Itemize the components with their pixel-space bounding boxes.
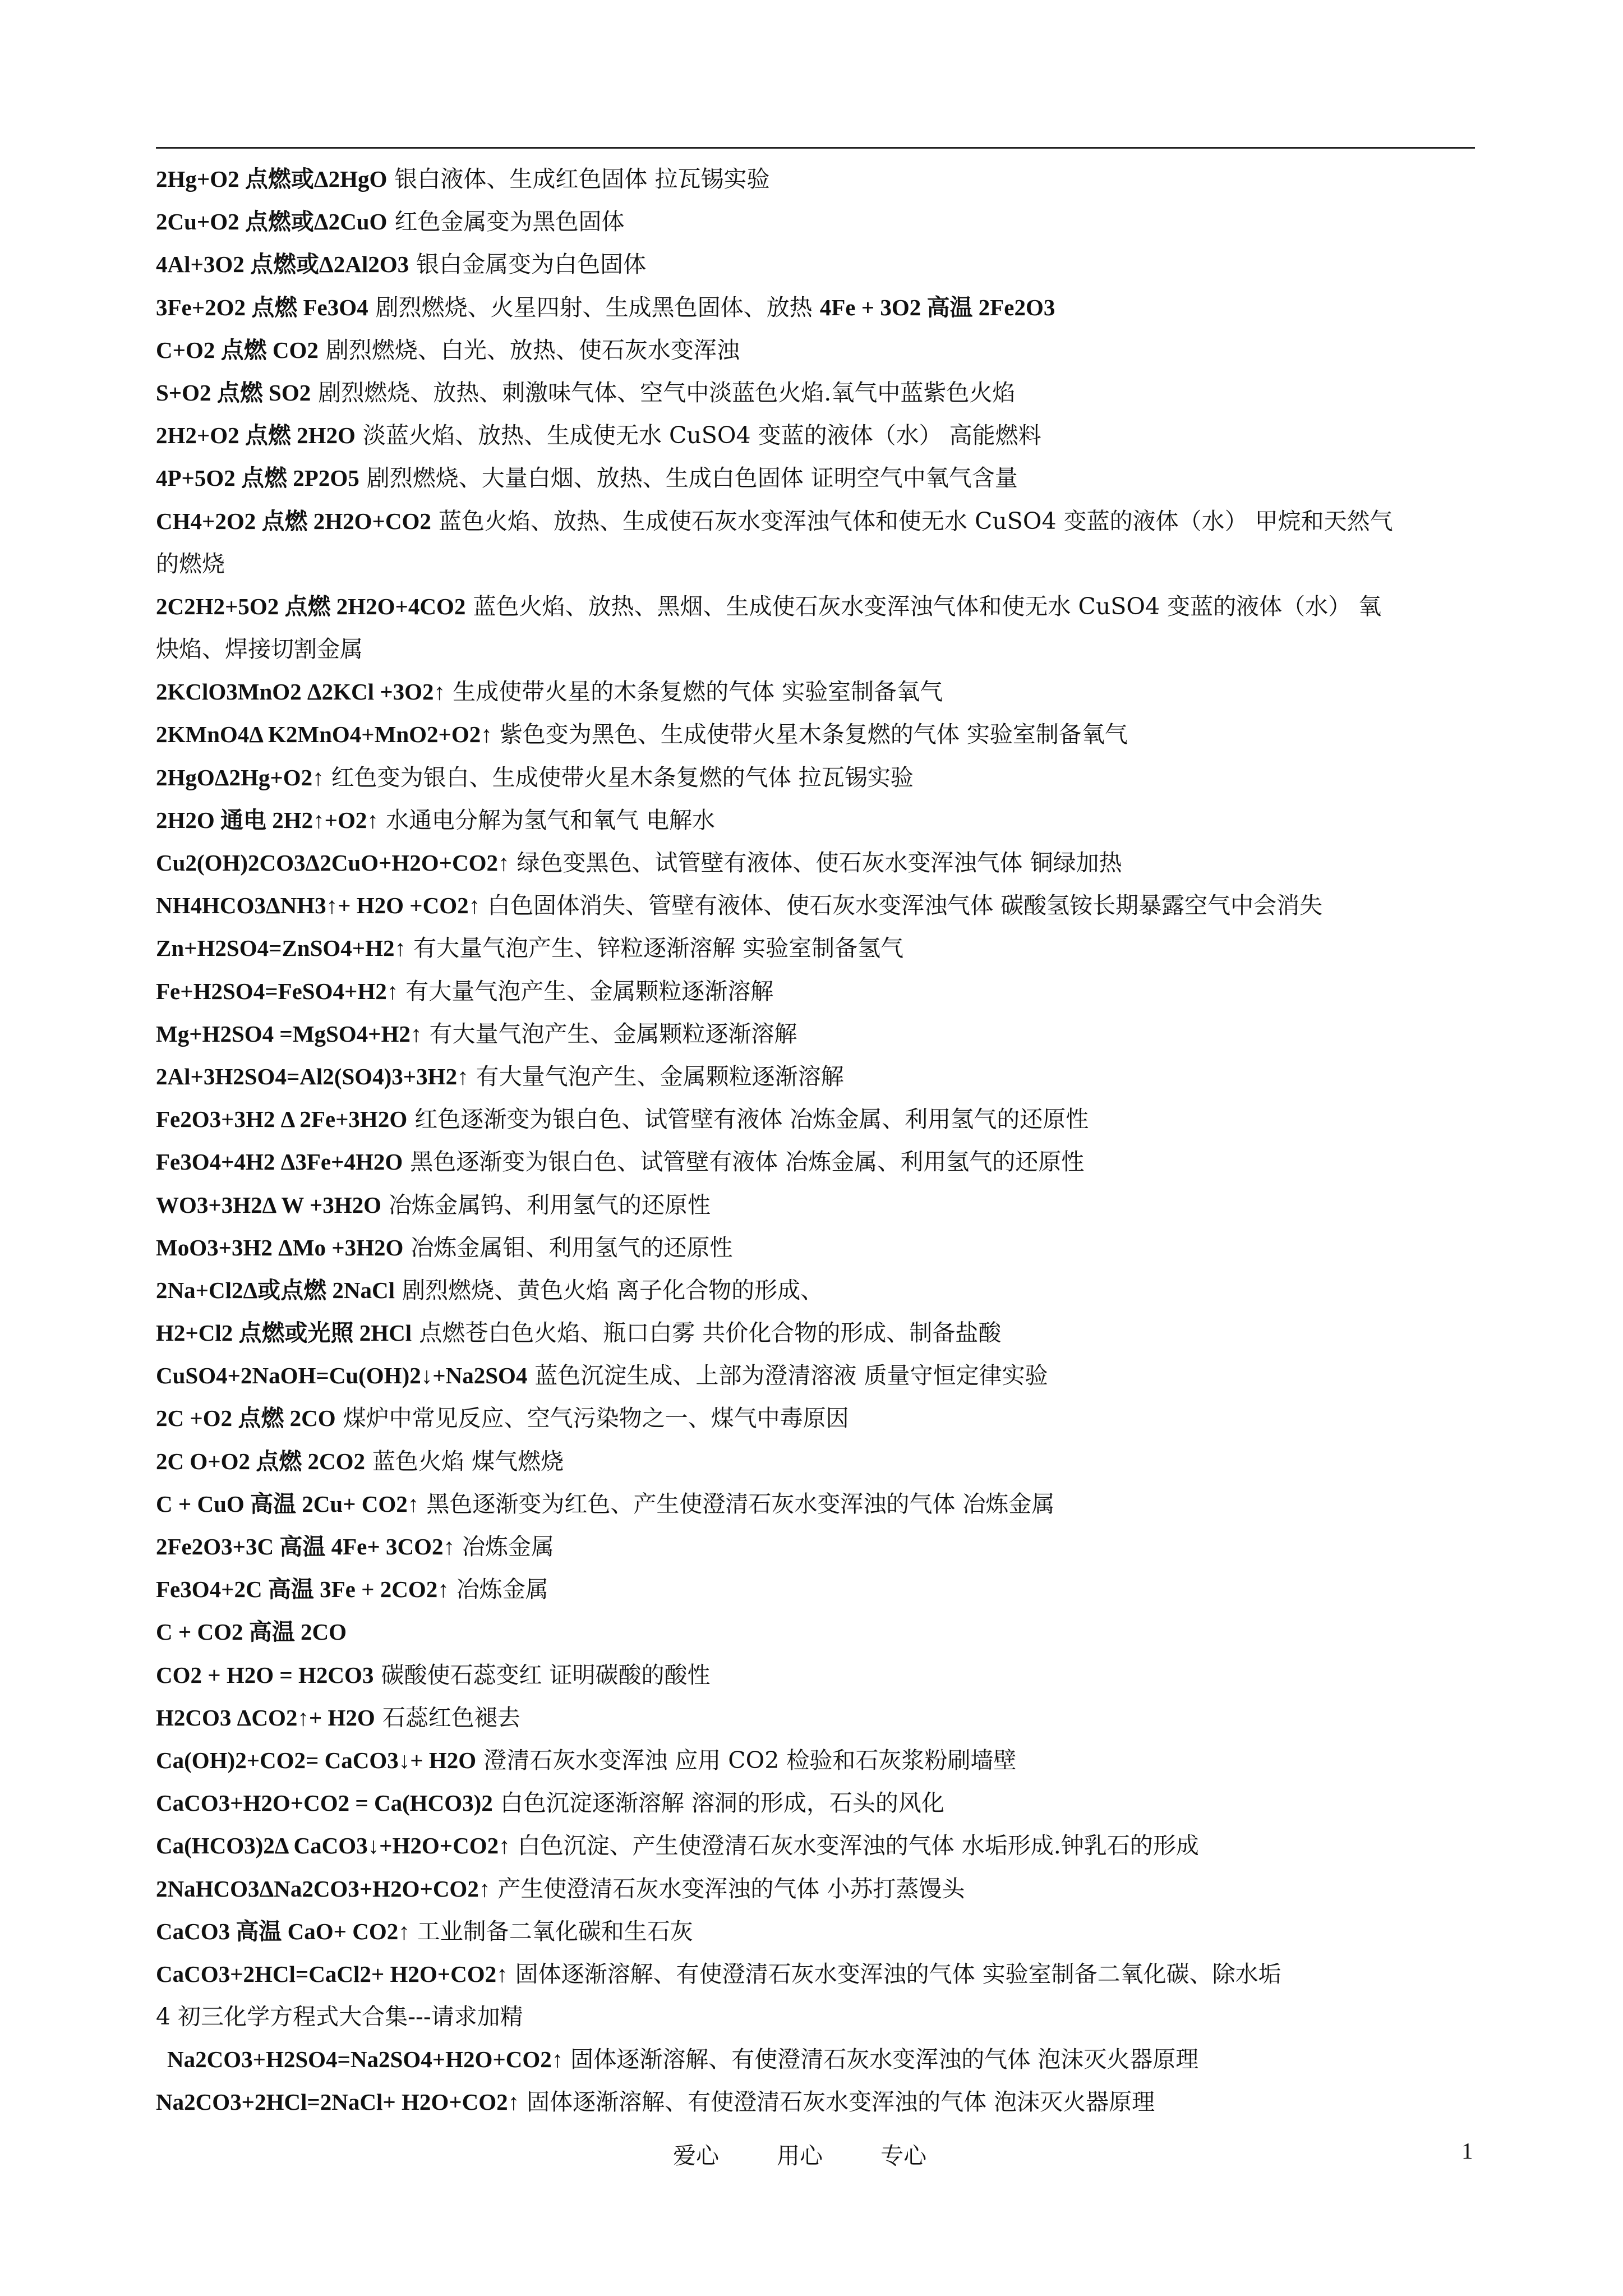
chemical-equation: 4P+5O2 点燃 2P2O5 (156, 465, 359, 491)
equation-line (156, 1654, 1475, 1696)
reaction-description: 冶炼金属钨、利用氢气的还原性 (381, 1191, 711, 1218)
reaction-description: 水通电分解为氢气和氧气 电解水 (378, 806, 716, 834)
reaction-description: 4 初三化学方程式大合集---请求加精 (156, 2003, 523, 2031)
chemical-equation: S+O2 点燃 SO2 (156, 379, 311, 406)
reaction-description: 冶炼金属 (454, 1533, 555, 1560)
reaction-description: 剧烈燃烧、放热、刺激味气体、空气中淡蓝色火焰.氧气中蓝紫色火焰 (311, 379, 1016, 406)
chemical-equation: MoO3+3H2 ΔMo +3H2O (156, 1234, 404, 1260)
reaction-description: 工业制备二氧化碳和生石灰 (409, 1917, 693, 1945)
equation-line (156, 1910, 1475, 1953)
chemical-equation-secondary: 4Fe + 3O2 高温 2Fe2O3 (819, 294, 1055, 320)
equation-line (156, 585, 1475, 628)
equation-line (156, 1098, 1475, 1140)
equation-line (156, 414, 1475, 457)
reaction-description: 蓝色沉淀生成、上部为澄清溶液 质量守恒定律实验 (527, 1362, 1048, 1389)
equation-line (156, 371, 1475, 414)
chemical-equation: 2KMnO4Δ K2MnO4+MnO2+O2↑ (156, 721, 492, 748)
equation-line (156, 713, 1475, 756)
chemical-equation: Fe3O4+2C 高温 3Fe + 2CO2↑ (156, 1576, 449, 1603)
reaction-description: 生成使带火星的木条复燃的气体 实验室制备氧气 (445, 678, 943, 706)
chemical-equation: C+O2 点燃 CO2 (156, 337, 319, 363)
equation-line (156, 286, 1475, 329)
chemical-equation: 2HgOΔ2Hg+O2↑ (156, 764, 324, 790)
equation-line (156, 756, 1475, 799)
equation-line (156, 970, 1475, 1013)
reaction-description: 红色变为银白、生成使带火星木条复燃的气体 拉瓦锡实验 (324, 763, 914, 791)
equation-line (156, 1867, 1475, 1910)
reaction-description: 淡蓝火焰、放热、生成使无水 CuSO4 变蓝的液体（水） 高能燃料 (355, 422, 1041, 449)
reaction-description: 有大量气泡产生、金属颗粒逐渐溶解 (398, 977, 774, 1005)
reaction-description: 碳酸使石蕊变红 证明碳酸的酸性 (374, 1661, 711, 1688)
reaction-description: 黑色逐渐变为银白色、试管壁有液体 冶炼金属、利用氢气的还原性 (403, 1148, 1085, 1176)
chemical-equation: Ca(OH)2+CO2= CaCO3↓+ H2O (156, 1747, 477, 1773)
reaction-description: 白色沉淀逐渐溶解 溶洞的形成，石头的风化 (492, 1789, 944, 1817)
chemical-equation: H2+Cl2 点燃或光照 2HCl (156, 1320, 412, 1346)
equation-line (156, 1013, 1475, 1055)
chemical-equation: Fe2O3+3H2 Δ 2Fe+3H2O (156, 1106, 408, 1133)
equation-line (156, 1568, 1475, 1611)
equation-line (156, 799, 1475, 841)
reaction-description: 炔焰、焊接切割金属 (156, 636, 363, 663)
chemical-equation: WO3+3H2Δ W +3H2O (156, 1191, 381, 1218)
reaction-description: 红色金属变为黑色固体 (387, 208, 625, 236)
equation-line (156, 1440, 1475, 1483)
reaction-description: 银白液体、生成红色固体 拉瓦锡实验 (387, 165, 770, 192)
chemical-equation: Cu2(OH)2CO3Δ2CuO+H2O+CO2↑ (156, 850, 510, 876)
equation-line (156, 2081, 1475, 2123)
chemical-equation: NH4HCO3ΔNH3↑+ H2O +CO2↑ (156, 892, 481, 919)
equation-list (156, 158, 1475, 2124)
chemical-equation: Ca(HCO3)2Δ CaCO3↓+H2O+CO2↑ (156, 1833, 510, 1859)
equation-line (156, 1525, 1475, 1568)
chemical-equation: 2Cu+O2 点燃或Δ2CuO (156, 209, 388, 235)
chemical-equation: 4Al+3O2 点燃或Δ2Al2O3 (156, 251, 409, 278)
equation-line (156, 1953, 1475, 1995)
equation-line (156, 200, 1475, 243)
reaction-description: 剧烈燃烧、大量白烟、放热、生成白色固体 证明空气中氧气含量 (359, 464, 1018, 492)
reaction-description: 剧烈燃烧、白光、放热、使石灰水变浑浊 (318, 336, 740, 364)
equation-line (156, 1269, 1475, 1312)
equation-line (156, 1739, 1475, 1782)
chemical-equation: CO2 + H2O = H2CO3 (156, 1662, 374, 1688)
chemical-equation: Na2CO3+H2SO4=Na2SO4+H2O+CO2↑ (167, 2046, 564, 2073)
chemical-equation: 2Hg+O2 点燃或Δ2HgO (156, 166, 388, 192)
reaction-description: 蓝色火焰、放热、生成使石灰水变浑浊气体和使无水 CuSO4 变蓝的液体（水） 甲烷和天然气 (431, 507, 1393, 535)
equation-line (156, 2038, 1475, 2081)
equation-line (156, 628, 1475, 670)
equation-line (156, 1184, 1475, 1226)
equation-line (156, 1824, 1475, 1867)
equation-line (156, 1055, 1475, 1098)
footer-item-zhuanxin: 专心 (880, 2142, 927, 2169)
equation-line (156, 329, 1475, 371)
equation-line (156, 1696, 1475, 1739)
equation-line (156, 927, 1475, 969)
reaction-description: 剧烈燃烧、火星四射、生成黑色固体、放热 (368, 293, 820, 321)
chemical-equation: 2H2+O2 点燃 2H2O (156, 422, 356, 449)
chemical-equation: CaCO3+2HCl=CaCl2+ H2O+CO2↑ (156, 1961, 508, 1987)
reaction-description: 点燃苍白色火焰、瓶口白雾 共价化合物的形成、制备盐酸 (412, 1319, 1002, 1347)
reaction-description: 固体逐渐溶解、有使澄清石灰水变浑浊的气体 泡沫灭火器原理 (519, 2088, 1155, 2116)
equation-line (156, 542, 1475, 585)
reaction-description: 黑色逐渐变为红色、产生使澄清石灰水变浑浊的气体 冶炼金属 (419, 1490, 1055, 1517)
reaction-description: 澄清石灰水变浑浊 应用 CO2 检验和石灰浆粉刷墙壁 (476, 1746, 1017, 1774)
chemical-equation: Fe+H2SO4=FeSO4+H2↑ (156, 978, 399, 1004)
equation-line (156, 884, 1475, 927)
equation-line (156, 457, 1475, 499)
equation-line (156, 158, 1475, 200)
reaction-description: 煤炉中常见反应、空气污染物之一、煤气中毒原因 (335, 1405, 849, 1432)
reaction-description: 银白金属变为白色固体 (409, 251, 647, 278)
chemical-equation: 2C2H2+5O2 点燃 2H2O+4CO2 (156, 593, 466, 619)
chemical-equation: C + CO2 高温 2CO (156, 1619, 347, 1645)
reaction-description: 有大量气泡产生、金属颗粒逐渐溶解 (468, 1062, 844, 1090)
reaction-description: 固体逐渐溶解、有使澄清石灰水变浑浊的气体 实验室制备二氧化碳、除水垢 (508, 1960, 1281, 1987)
chemical-equation: 2H2O 通电 2H2↑+O2↑ (156, 807, 379, 833)
chemical-equation: H2CO3 ΔCO2↑+ H2O (156, 1704, 375, 1731)
equation-line (156, 243, 1475, 286)
chemical-equation: Mg+H2SO4 =MgSO4+H2↑ (156, 1020, 422, 1047)
equation-line (156, 670, 1475, 713)
reaction-description: 的燃烧 (156, 550, 225, 577)
chemical-equation: Fe3O4+4H2 Δ3Fe+4H2O (156, 1149, 403, 1175)
page-footer (673, 2137, 977, 2170)
equation-line (156, 841, 1475, 884)
equation-line (156, 1995, 1475, 2038)
reaction-description: 红色逐渐变为银白色、试管壁有液体 冶炼金属、利用氢气的还原性 (407, 1106, 1089, 1133)
chemical-equation: 3Fe+2O2 点燃 Fe3O4 (156, 294, 368, 320)
reaction-description: 蓝色火焰 煤气燃烧 (365, 1447, 564, 1475)
reaction-description: 有大量气泡产生、金属颗粒逐渐溶解 (422, 1020, 797, 1047)
reaction-description: 紫色变为黑色、生成使带火星木条复燃的气体 实验室制备氧气 (492, 721, 1128, 748)
equation-line (156, 1354, 1475, 1397)
reaction-description: 产生使澄清石灰水变浑浊的气体 小苏打蒸馒头 (490, 1875, 965, 1902)
header-rule (156, 147, 1475, 149)
equation-line (156, 1226, 1475, 1269)
reaction-description: 白色固体消失、管壁有液体、使石灰水变浑浊气体 碳酸氢铵长期暴露空气中会消失 (480, 892, 1323, 919)
footer-item-aixin: 爱心 (673, 2142, 719, 2169)
page-number: 1 (1461, 2138, 1473, 2164)
equation-line (156, 1140, 1475, 1183)
reaction-description: 冶炼金属钼、利用氢气的还原性 (403, 1234, 733, 1261)
equation-line (156, 1312, 1475, 1354)
chemical-equation: Na2CO3+2HCl=2NaCl+ H2O+CO2↑ (156, 2089, 520, 2115)
chemical-equation: 2C O+O2 点燃 2CO2 (156, 1448, 366, 1474)
chemical-equation: 2Fe2O3+3C 高温 4Fe+ 3CO2↑ (156, 1534, 455, 1559)
chemical-equation: CH4+2O2 点燃 2H2O+CO2 (156, 508, 431, 534)
chemical-equation: CaCO3 高温 CaO+ CO2↑ (156, 1918, 410, 1944)
chemical-equation: 2KClO3MnO2 Δ2KCl +3O2↑ (156, 679, 446, 705)
chemical-equation: C + CuO 高温 2Cu+ CO2↑ (156, 1490, 419, 1517)
equation-line (156, 1397, 1475, 1439)
equation-line (156, 1483, 1475, 1525)
chemical-equation: 2NaHCO3ΔNa2CO3+H2O+CO2↑ (156, 1875, 491, 1902)
reaction-description: 石蕊红色褪去 (375, 1704, 520, 1731)
equation-line (156, 500, 1475, 542)
reaction-description: 白色沉淀、产生使澄清石灰水变浑浊的气体 水垢形成.钟乳石的形成 (510, 1832, 1199, 1860)
reaction-description: 剧烈燃烧、黄色火焰 离子化合物的形成、 (395, 1276, 824, 1304)
footer-item-yongxin: 用心 (777, 2142, 823, 2169)
reaction-description: 绿色变黑色、试管壁有液体、使石灰水变浑浊气体 铜绿加热 (509, 849, 1122, 876)
chemical-equation: Zn+H2SO4=ZnSO4+H2↑ (156, 935, 407, 961)
reaction-description: 冶炼金属 (449, 1576, 548, 1603)
equation-line (156, 1782, 1475, 1824)
reaction-description: 有大量气泡产生、锌粒逐渐溶解 实验室制备氢气 (406, 935, 904, 962)
reaction-description: 固体逐渐溶解、有使澄清石灰水变浑浊的气体 泡沫灭火器原理 (563, 2046, 1199, 2073)
chemical-equation: CaCO3+H2O+CO2 = Ca(HCO3)2 (156, 1790, 493, 1816)
chemical-equation: 2Na+Cl2Δ或点燃 2NaCl (156, 1277, 395, 1303)
equation-line (156, 1611, 1475, 1653)
reaction-description: 蓝色火焰、放热、黑烟、生成使石灰水变浑浊气体和使无水 CuSO4 变蓝的液体（水） 氧 (465, 592, 1382, 620)
chemical-equation: CuSO4+2NaOH=Cu(OH)2↓+Na2SO4 (156, 1363, 528, 1389)
chemical-equation: 2Al+3H2SO4=Al2(SO4)3+3H2↑ (156, 1063, 469, 1089)
chemical-equation: 2C +O2 点燃 2CO (156, 1405, 336, 1432)
